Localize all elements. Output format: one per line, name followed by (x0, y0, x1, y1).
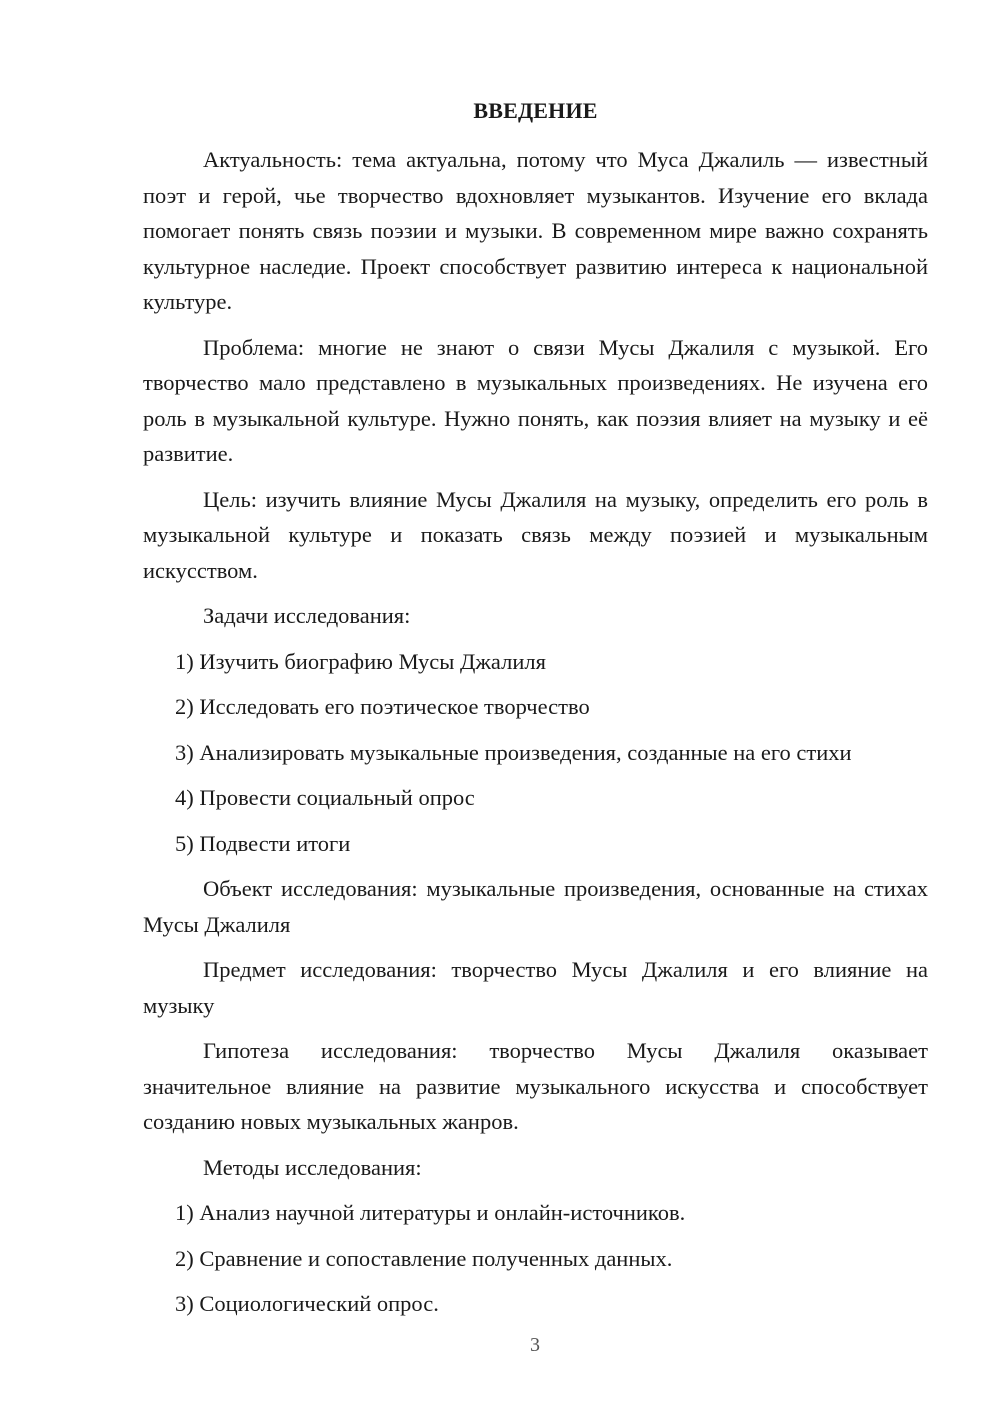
goal-paragraph: Цель: изучить влияние Мусы Джалиля на музыку, определить его роль в музыкальной культуре и показать связь между поэзией и музыкальным искусством. (143, 486, 928, 583)
tasks-list (143, 644, 928, 862)
list-item: 1) Анализ научной литературы и онлайн-источников. (175, 1200, 686, 1225)
list-item: 2) Сравнение и сопоставление полученных данных. (175, 1245, 673, 1271)
problem-paragraph: Проблема: многие не знают о связи Мусы Джалиля с музыкой. Его творчество мало представлено в музыкальных произведениях. Не изучена его роль в музыкальной культуре. Нужно понять, как поэзия влияет на музыку и её развитие. (143, 334, 928, 466)
methods-heading: Методы исследования: (203, 1154, 422, 1180)
subject-paragraph: Предмет исследования: творчество Мусы Джалиля и его влияние на музыку (143, 957, 928, 1018)
list-item: 3) Анализировать музыкальные произведения, созданные на его стихи (175, 739, 852, 765)
section-title: ВВЕДЕНИЕ (473, 98, 598, 123)
document-page (143, 96, 928, 1332)
list-item: 4) Провести социальный опрос (175, 785, 475, 810)
list-item: 2) Исследовать его поэтическое творчество (175, 694, 590, 719)
object-paragraph: Объект исследования: музыкальные произведения, основанные на стихах Мусы Джалиля (143, 876, 928, 937)
relevance-paragraph: Актуальность: тема актуальна, потому что Муса Джалиль — известный поэт и герой, чье творчество вдохновляет музыкантов. Изучение его вклада помогает понять связь поэзии и музыки. В современном мире важно сохранять культурное наследие. Проект способствует развитию интереса к национальной культуре. (143, 147, 928, 314)
list-item: 5) Подвести итоги (175, 830, 351, 856)
list-item: 3) Социологический опрос. (175, 1291, 439, 1316)
hypothesis-paragraph: Гипотеза исследования: творчество Мусы Джалиля оказывает значительное влияние на развитие музыкального искусства и способствует созданию новых музыкальных жанров. (143, 1038, 928, 1134)
tasks-heading: Задачи исследования: (203, 603, 411, 628)
list-item: 1) Изучить биографию Мусы Джалиля (175, 648, 546, 674)
page-number: 3 (530, 1334, 540, 1356)
methods-list (143, 1195, 928, 1322)
